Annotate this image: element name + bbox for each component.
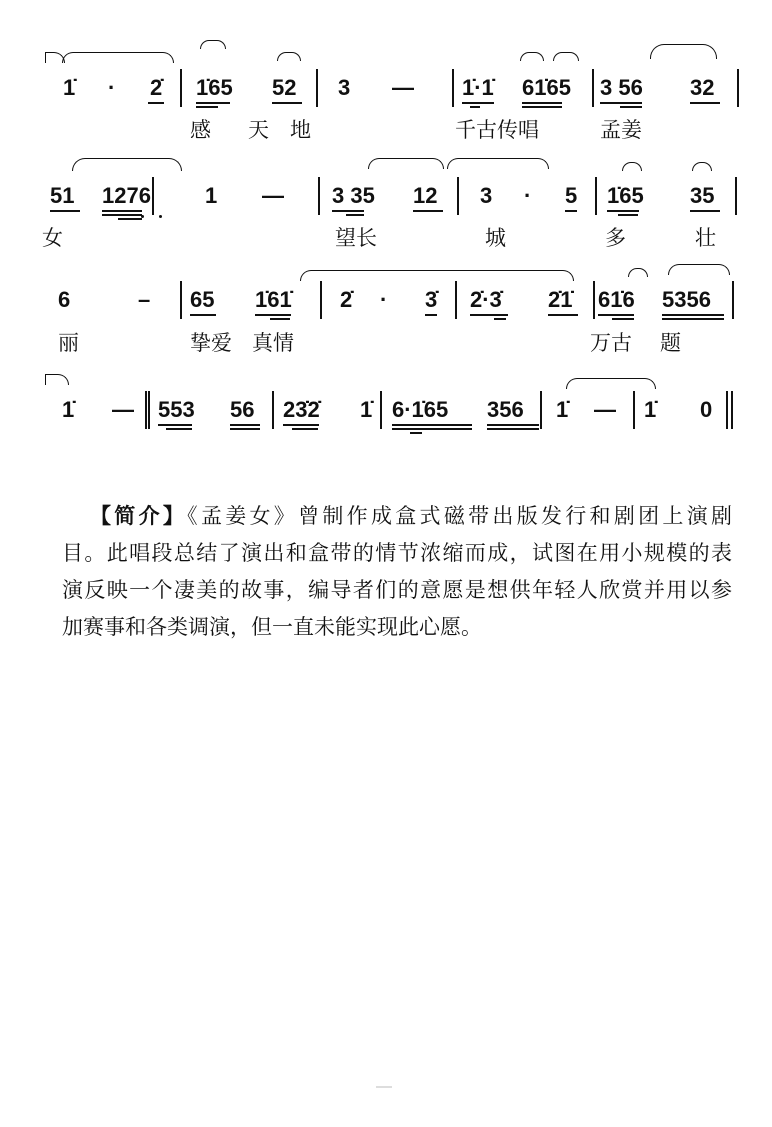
lyric: 壮 bbox=[695, 226, 716, 250]
underline bbox=[600, 102, 642, 104]
barline bbox=[452, 69, 454, 107]
note: 1 bbox=[205, 183, 218, 208]
barline bbox=[737, 69, 739, 107]
note: 1̇ bbox=[62, 397, 75, 422]
slur bbox=[692, 162, 712, 171]
note: 3 35 bbox=[332, 183, 375, 208]
note: 35 bbox=[690, 183, 715, 208]
barline bbox=[318, 177, 320, 215]
barline bbox=[316, 69, 318, 107]
barline bbox=[457, 177, 459, 215]
underline bbox=[190, 314, 216, 316]
barline bbox=[380, 391, 382, 429]
note: – bbox=[138, 287, 151, 312]
note: — bbox=[594, 397, 616, 422]
underline bbox=[392, 428, 472, 430]
note: 1̇ bbox=[644, 397, 657, 422]
underline bbox=[270, 318, 290, 320]
barline bbox=[180, 69, 182, 107]
note: 12 bbox=[413, 183, 438, 208]
underline bbox=[487, 428, 539, 430]
barline bbox=[145, 391, 147, 429]
underline bbox=[662, 318, 724, 320]
note: 52 bbox=[272, 75, 297, 100]
note: 6 bbox=[58, 287, 71, 312]
lyric: 题 bbox=[660, 331, 681, 355]
note: 61̇6 bbox=[598, 287, 635, 312]
slur bbox=[368, 158, 444, 169]
underline bbox=[522, 106, 562, 108]
underline bbox=[487, 424, 539, 426]
note: 1̇65 bbox=[196, 75, 233, 100]
lyric: 孟姜 bbox=[600, 118, 642, 142]
slur bbox=[628, 268, 648, 277]
underline bbox=[346, 214, 364, 216]
barline bbox=[731, 391, 733, 429]
barline bbox=[540, 391, 542, 429]
slur bbox=[553, 52, 579, 61]
slur bbox=[72, 158, 182, 171]
intro-label: 【简介】 bbox=[90, 504, 188, 528]
underline bbox=[148, 102, 164, 104]
intro-line-4: 加赛事和各类调演，但一直未能实现此心愿。 bbox=[62, 615, 482, 639]
note: 3 bbox=[480, 183, 493, 208]
barline bbox=[593, 281, 595, 319]
note: 1276 bbox=[102, 183, 151, 208]
underline bbox=[230, 428, 260, 430]
underline bbox=[565, 210, 577, 212]
note: · bbox=[524, 183, 532, 208]
underline bbox=[690, 210, 720, 212]
note: 553 bbox=[158, 397, 195, 422]
lyric: 望长 bbox=[335, 226, 377, 250]
underline bbox=[690, 102, 720, 104]
lyric: 地 bbox=[290, 118, 311, 142]
lyric: 丽 bbox=[58, 331, 79, 355]
slur bbox=[566, 378, 656, 389]
barline bbox=[595, 177, 597, 215]
intro-line-1 bbox=[90, 504, 732, 528]
barline bbox=[726, 391, 728, 429]
barline bbox=[152, 177, 154, 215]
note: 0 bbox=[700, 397, 713, 422]
lyric: 万古 bbox=[590, 331, 632, 355]
underline bbox=[292, 428, 318, 430]
barline bbox=[148, 391, 150, 429]
slur bbox=[62, 52, 174, 63]
note: 5 bbox=[565, 183, 578, 208]
underline bbox=[620, 106, 642, 108]
underline bbox=[662, 314, 724, 316]
underline bbox=[598, 314, 634, 316]
slur bbox=[650, 44, 717, 59]
note: 1̇61̇ bbox=[255, 287, 292, 312]
underline bbox=[272, 102, 302, 104]
page-mark bbox=[376, 1086, 392, 1088]
slur bbox=[622, 162, 642, 171]
lyric: 天 bbox=[248, 118, 269, 142]
underline bbox=[425, 314, 437, 316]
lyric: 女 bbox=[42, 226, 63, 250]
note: 3̇ bbox=[425, 287, 438, 312]
lyric: 千古传唱 bbox=[455, 118, 539, 142]
underline bbox=[166, 428, 192, 430]
barline bbox=[272, 391, 274, 429]
underline bbox=[102, 210, 142, 212]
barline bbox=[180, 281, 182, 319]
note: 5356 bbox=[662, 287, 711, 312]
note: 32 bbox=[690, 75, 715, 100]
octave-dot bbox=[159, 215, 162, 218]
note: · bbox=[108, 75, 116, 100]
note: 23̇2̇ bbox=[283, 397, 320, 422]
note: 2̇·3̇ bbox=[470, 287, 502, 312]
note: 2̇ bbox=[340, 287, 353, 312]
underline bbox=[332, 210, 364, 212]
underline bbox=[548, 314, 578, 316]
note: 56 bbox=[230, 397, 255, 422]
lyric: 城 bbox=[485, 226, 506, 250]
underline bbox=[230, 424, 260, 426]
note: 1̇·1̇ bbox=[462, 75, 494, 100]
underline bbox=[462, 102, 494, 104]
barline bbox=[735, 177, 737, 215]
lyric: 多 bbox=[605, 226, 626, 250]
underline bbox=[612, 318, 634, 320]
barline bbox=[732, 281, 734, 319]
underline bbox=[607, 210, 639, 212]
note: 1̇65 bbox=[607, 183, 644, 208]
slur bbox=[447, 158, 549, 169]
octave-dot bbox=[141, 215, 144, 218]
note: 1̇ bbox=[63, 75, 76, 100]
barline bbox=[633, 391, 635, 429]
note: 1̇ bbox=[360, 397, 373, 422]
underline bbox=[494, 318, 506, 320]
underline bbox=[470, 106, 480, 108]
note: — bbox=[262, 183, 284, 208]
underline bbox=[410, 432, 422, 434]
note: — bbox=[392, 75, 414, 100]
underline bbox=[255, 314, 291, 316]
underline bbox=[196, 102, 230, 104]
underline bbox=[196, 106, 218, 108]
underline bbox=[522, 102, 562, 104]
slur bbox=[520, 52, 544, 61]
note: 2̇ bbox=[150, 75, 163, 100]
lyric: 挚爱 bbox=[190, 331, 232, 355]
tie-end bbox=[45, 374, 69, 385]
lyric: 感 bbox=[190, 118, 211, 142]
note: · bbox=[380, 287, 388, 312]
intro-line-3: 演反映一个凄美的故事，编导者们的意愿是想供年轻人欣赏并用以参 bbox=[62, 578, 732, 602]
barline bbox=[320, 281, 322, 319]
note: 51 bbox=[50, 183, 75, 208]
note: 3 56 bbox=[600, 75, 643, 100]
slur bbox=[200, 40, 226, 49]
underline bbox=[470, 314, 508, 316]
underline bbox=[413, 210, 443, 212]
note: — bbox=[112, 397, 134, 422]
note: 65 bbox=[190, 287, 215, 312]
underline bbox=[102, 214, 142, 216]
slur bbox=[277, 52, 301, 61]
underline bbox=[118, 218, 142, 220]
note: 6·1̇65 bbox=[392, 397, 449, 422]
underline bbox=[392, 424, 472, 426]
barline bbox=[455, 281, 457, 319]
underline bbox=[618, 214, 638, 216]
note: 1̇ bbox=[556, 397, 569, 422]
note: 2̇1̇ bbox=[548, 287, 573, 312]
lyric: 真情 bbox=[252, 331, 294, 355]
intro-text: 《孟姜女》曾制作成盒式磁带出版发行和剧团上演剧 bbox=[187, 504, 733, 528]
intro-line-2: 目。此唱段总结了演出和盒带的情节浓缩而成，试图在用小规模的表 bbox=[62, 541, 732, 565]
barline bbox=[592, 69, 594, 107]
underline bbox=[283, 424, 319, 426]
note: 61̇65 bbox=[522, 75, 571, 100]
slur bbox=[668, 264, 730, 275]
underline bbox=[50, 210, 80, 212]
tie-end bbox=[45, 52, 65, 63]
underline bbox=[158, 424, 192, 426]
note: 3 bbox=[338, 75, 351, 100]
note: 356 bbox=[487, 397, 524, 422]
slur bbox=[300, 270, 574, 281]
